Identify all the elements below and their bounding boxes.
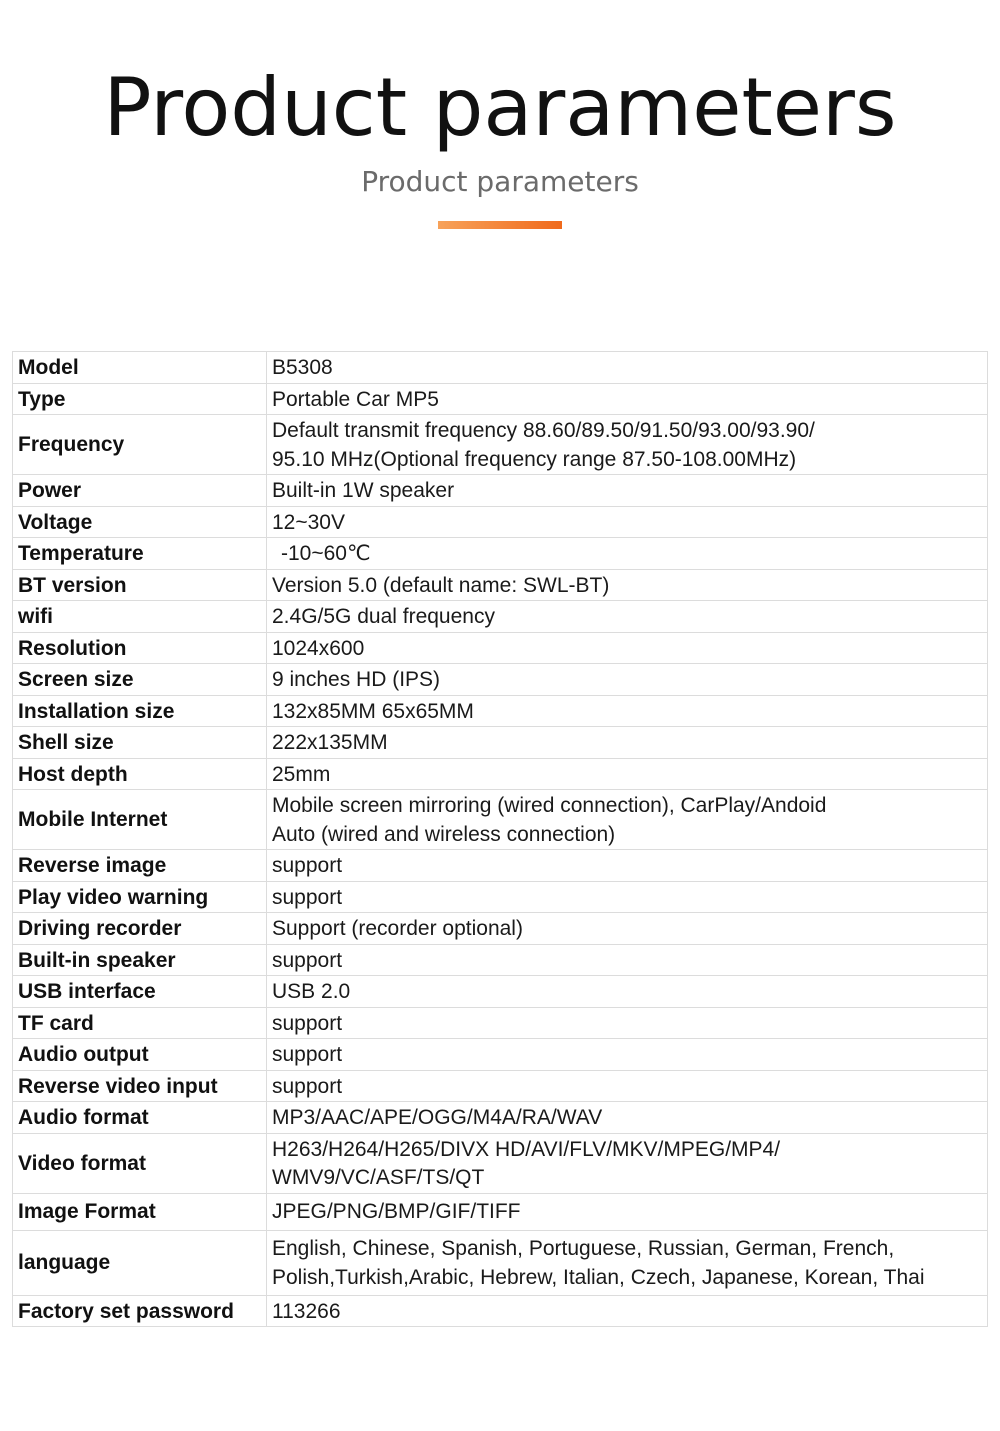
param-key: Type	[13, 383, 267, 415]
param-value: 113266	[267, 1295, 988, 1327]
table-row	[13, 632, 988, 664]
param-key: Play video warning	[13, 881, 267, 913]
table-row	[13, 727, 988, 759]
param-value: Mobile screen mirroring (wired connection), CarPlay/Andoid Auto (wired and wireless connection)	[267, 790, 988, 850]
table-row	[13, 850, 988, 882]
param-value: 1024x600	[267, 632, 988, 664]
param-key: Frequency	[13, 415, 267, 475]
param-key: language	[13, 1230, 267, 1295]
table-row	[13, 601, 988, 633]
table-row	[13, 569, 988, 601]
param-value: support	[267, 1007, 988, 1039]
table-row	[13, 881, 988, 913]
param-value: Portable Car MP5	[267, 383, 988, 415]
param-key: TF card	[13, 1007, 267, 1039]
param-key: Driving recorder	[13, 913, 267, 945]
parameters-table	[12, 351, 988, 1327]
param-key: Built-in speaker	[13, 944, 267, 976]
param-value: 2.4G/5G dual frequency	[267, 601, 988, 633]
table-row	[13, 475, 988, 507]
param-value: USB 2.0	[267, 976, 988, 1008]
param-key: Reverse image	[13, 850, 267, 882]
param-key: Audio format	[13, 1102, 267, 1134]
table-row	[13, 1039, 988, 1071]
param-key: Resolution	[13, 632, 267, 664]
table-row	[13, 790, 988, 850]
param-value: 222x135MM	[267, 727, 988, 759]
param-key: Temperature	[13, 538, 267, 570]
table-row	[13, 1295, 988, 1327]
param-key: Mobile Internet	[13, 790, 267, 850]
table-row	[13, 1193, 988, 1230]
table-row	[13, 506, 988, 538]
param-key: Voltage	[13, 506, 267, 538]
param-value: support	[267, 944, 988, 976]
table-row	[13, 664, 988, 696]
param-value: Version 5.0 (default name: SWL-BT)	[267, 569, 988, 601]
table-row	[13, 695, 988, 727]
param-key: Power	[13, 475, 267, 507]
param-value: MP3/AAC/APE/OGG/M4A/RA/WAV	[267, 1102, 988, 1134]
param-value: H263/H264/H265/DIVX HD/AVI/FLV/MKV/MPEG/MP4/ WMV9/VC/ASF/TS/QT	[267, 1133, 988, 1193]
param-key: Image Format	[13, 1193, 267, 1230]
table-row	[13, 1007, 988, 1039]
table-row	[13, 538, 988, 570]
page-title: Product parameters	[103, 61, 897, 154]
param-value: English, Chinese, Spanish, Portuguese, Russian, German, French, Polish,Turkish,Arabic, Hebrew, Italian, Czech, Japanese, Korean, Thai	[267, 1230, 988, 1295]
table-row	[13, 1230, 988, 1295]
page-subtitle: Product parameters	[361, 165, 639, 198]
param-key: Screen size	[13, 664, 267, 696]
param-value: 12~30V	[267, 506, 988, 538]
param-value: B5308	[267, 352, 988, 384]
param-value: Built-in 1W speaker	[267, 475, 988, 507]
param-key: USB interface	[13, 976, 267, 1008]
param-key: wifi	[13, 601, 267, 633]
param-key: Shell size	[13, 727, 267, 759]
param-value: support	[267, 1070, 988, 1102]
param-key: Video format	[13, 1133, 267, 1193]
param-value: support	[267, 881, 988, 913]
param-value: 25mm	[267, 758, 988, 790]
table-row	[13, 758, 988, 790]
param-value: 132x85MM 65x65MM	[267, 695, 988, 727]
param-value: support	[267, 850, 988, 882]
param-key: BT version	[13, 569, 267, 601]
table-row	[13, 383, 988, 415]
param-key: Reverse video input	[13, 1070, 267, 1102]
param-key: Model	[13, 352, 267, 384]
table-row	[13, 1102, 988, 1134]
param-value: JPEG/PNG/BMP/GIF/TIFF	[267, 1193, 988, 1230]
table-row	[13, 352, 988, 384]
table-row	[13, 1070, 988, 1102]
table-row	[13, 976, 988, 1008]
accent-bar	[438, 221, 562, 229]
param-value: Support (recorder optional)	[267, 913, 988, 945]
param-key: Host depth	[13, 758, 267, 790]
param-value: -10~60℃	[267, 538, 988, 570]
param-value: 9 inches HD (IPS)	[267, 664, 988, 696]
table-row	[13, 944, 988, 976]
param-value: Default transmit frequency 88.60/89.50/91.50/93.00/93.90/ 95.10 MHz(Optional frequency range 87.50-108.00MHz)	[267, 415, 988, 475]
param-key: Audio output	[13, 1039, 267, 1071]
param-key: Installation size	[13, 695, 267, 727]
param-key: Factory set password	[13, 1295, 267, 1327]
table-row	[13, 913, 988, 945]
table-row	[13, 1133, 988, 1193]
table-row	[13, 415, 988, 475]
param-value: support	[267, 1039, 988, 1071]
